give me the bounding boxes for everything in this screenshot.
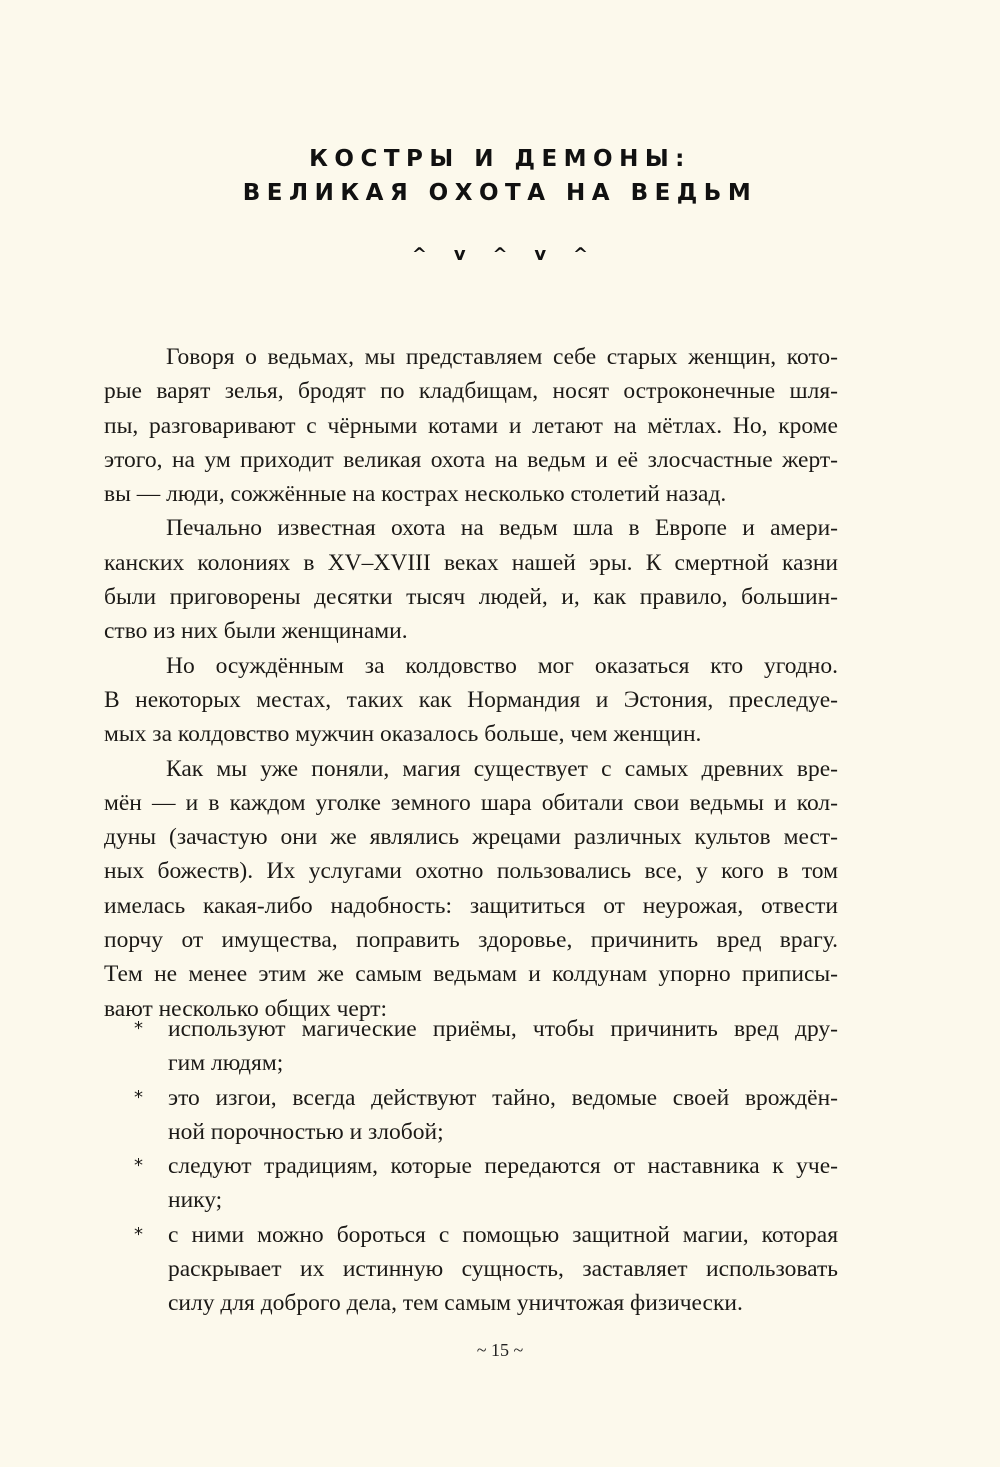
text-line: ной порочностью и злобой; bbox=[168, 1118, 444, 1145]
page-number: ~ 15 ~ bbox=[476, 1340, 524, 1360]
text-line: мых за колдовство мужчин оказалось больше, чем женщин. bbox=[104, 721, 702, 748]
text-line: Говоря о ведьмах, мы представляем себе старых женщин, кото- bbox=[166, 344, 838, 370]
asterisk-bullet-icon: * bbox=[134, 1223, 143, 1245]
text-line: этого, на ум приходит великая охота на ведьм и её злосчастные жерт- bbox=[104, 446, 838, 473]
chapter-title-line-2: ВЕЛИКАЯ ОХОТА НА ВЕДЬМ bbox=[242, 180, 758, 206]
ornament-chevron-up-icon: ^ bbox=[573, 244, 589, 265]
paragraph-3 bbox=[104, 649, 838, 752]
text-line: ство из них были женщинами. bbox=[104, 618, 408, 645]
list-item bbox=[104, 1012, 838, 1081]
text-line: Печально известная охота на ведьм шла в Европе и амери- bbox=[166, 515, 838, 542]
text-line: порчу от имущества, поправить здоровье, причинить вред врагу. bbox=[104, 927, 838, 954]
title-ornament bbox=[0, 244, 1000, 265]
text-line: были приговорены десятки тысяч людей, и, как правило, большин- bbox=[104, 584, 838, 611]
text-line: вают несколько общих черт: bbox=[104, 995, 388, 1022]
text-line: имелась какая-либо надобность: защититься от неурожая, отвести bbox=[104, 892, 838, 919]
text-line: гим людям; bbox=[168, 1050, 284, 1077]
text-line: Тем не менее этим же самым ведьмам и колдунам упорно приписы- bbox=[104, 961, 838, 988]
text-line: ных божеств). Их услугами охотно пользовались все, у кого в том bbox=[104, 858, 838, 885]
text-line: силу для доброго дела, тем самым уничтожая физически. bbox=[168, 1290, 743, 1317]
asterisk-bullet-icon: * bbox=[134, 1018, 143, 1039]
text-line: пы, разговаривают с чёрными котами и летают на мётлах. Но, кроме bbox=[104, 412, 838, 439]
text-line: вы — люди, сожжённые на кострах несколько столетий назад. bbox=[104, 481, 727, 508]
text-line: используют магические приёмы, чтобы причинить вред дру- bbox=[168, 1016, 838, 1042]
list-item bbox=[104, 1081, 838, 1150]
asterisk-bullet-icon: * bbox=[134, 1086, 143, 1108]
ornament-chevron-down-icon: v bbox=[453, 244, 466, 265]
text-line: рые варят зелья, бродят по кладбищам, носят остроконечные шля- bbox=[104, 378, 838, 405]
text-line: раскрывает их истинную сущность, заставляет использовать bbox=[168, 1256, 838, 1283]
ornament-chevron-up-icon: ^ bbox=[411, 244, 427, 265]
traits-list bbox=[104, 1012, 838, 1321]
text-line: Как мы уже поняли, магия существует с самых древних вре- bbox=[166, 755, 838, 782]
text-line: канских колониях в XV–XVIII веках нашей эры. К смертной казни bbox=[104, 549, 838, 576]
text-line: мён — и в каждом уголке земного шара обитали свои ведьмы и кол- bbox=[104, 789, 838, 816]
list-item bbox=[104, 1218, 838, 1321]
ornament-chevron-down-icon: v bbox=[534, 244, 547, 265]
paragraph-4 bbox=[104, 752, 838, 1026]
text-line: это изгои, всегда действуют тайно, ведомые своей врождён- bbox=[168, 1084, 838, 1111]
list-item bbox=[104, 1149, 838, 1218]
text-line: следуют традициям, которые передаются от наставника к уче- bbox=[168, 1153, 838, 1180]
ornament-chevron-up-icon: ^ bbox=[492, 244, 508, 265]
paragraph-1 bbox=[104, 340, 838, 511]
paragraph-2 bbox=[104, 511, 838, 648]
text-line: нику; bbox=[168, 1187, 223, 1214]
text-line: с ними можно бороться с помощью защитной магии, которая bbox=[168, 1221, 838, 1248]
text-line: Но осуждённым за колдовство мог оказаться кто угодно. bbox=[166, 652, 838, 679]
text-line: дуны (зачастую они же являлись жрецами различных культов мест- bbox=[104, 824, 838, 851]
body-text bbox=[104, 340, 838, 1026]
text-line: В некоторых местах, таких как Нормандия и Эстония, преследуе- bbox=[104, 686, 838, 713]
chapter-title-line-1: КОСТРЫ И ДЕМОНЫ: bbox=[309, 146, 691, 172]
asterisk-bullet-icon: * bbox=[134, 1155, 143, 1177]
